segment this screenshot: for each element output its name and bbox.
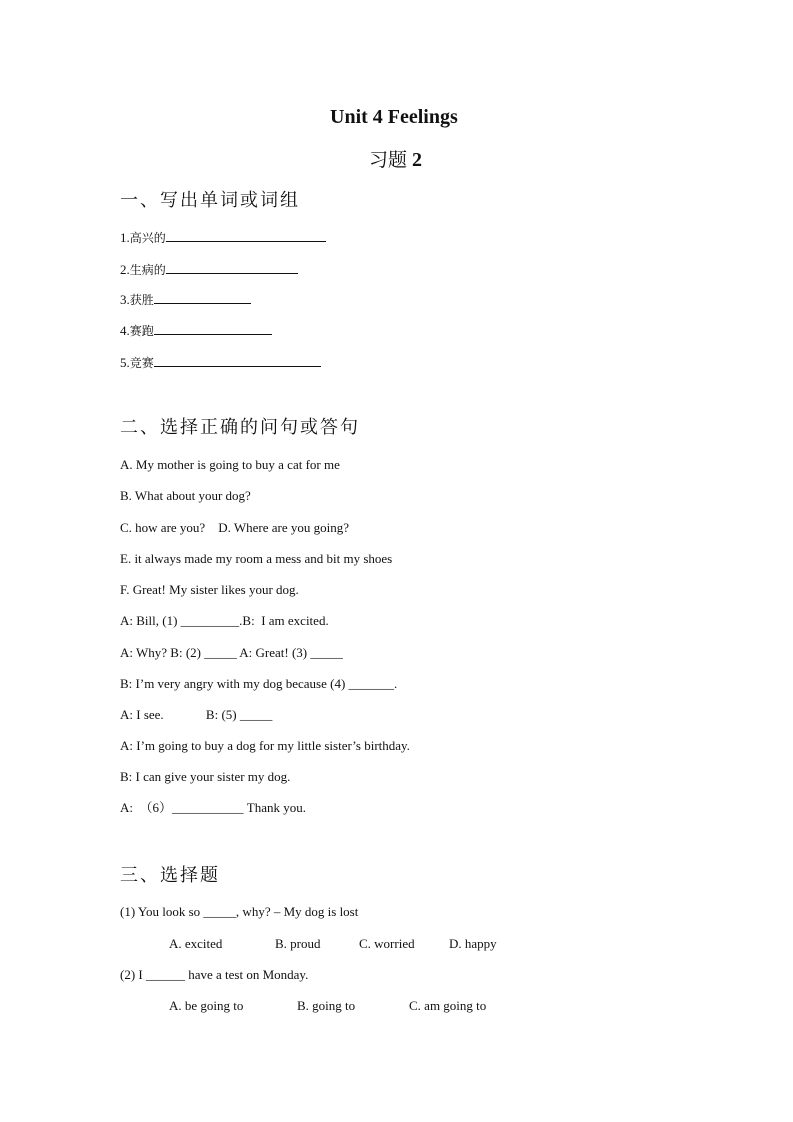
item-number: 3. [120,292,130,307]
subtitle-number: 2 [412,149,423,171]
dialogue-line: A: Why? B: (2) _____ A: Great! (3) _____ [120,645,343,660]
answer-blank[interactable] [166,261,298,274]
option-line: E. it always made my room a mess and bit my shoes [120,551,393,566]
vocab-item-5 [120,354,321,371]
question-2: (2) I ______ have a test on Monday. [120,967,309,982]
q1-option-d[interactable]: D. happy [449,936,497,951]
page-title: Unit 4 Feelings [330,106,458,128]
section1-heading: 一、写出单词或词组 [120,190,300,211]
item-label: 获胜 [129,293,154,307]
vocab-item-2 [120,261,298,278]
option-line: C. how are you? D. Where are you going? [120,520,349,535]
q2-option-b[interactable]: B. going to [297,998,356,1013]
option-line: B. What about your dog? [120,488,251,503]
item-label: 高兴的 [129,231,166,245]
answer-blank[interactable] [154,291,251,304]
dialogue-line: A: Bill, (1) _________.B: I am excited. [120,613,329,628]
section2-heading: 二、选择正确的问句或答句 [120,417,360,438]
item-number: 2. [120,262,130,277]
dialogue-line: B: I can give your sister my dog. [120,769,291,784]
vocab-item-1 [120,229,326,246]
item-label: 竞赛 [129,356,154,370]
q1-option-a[interactable]: A. excited [169,936,223,951]
dialogue-line: B: I’m very angry with my dog because (4) _______. [120,676,398,691]
dialogue-line: A: I’m going to buy a dog for my little sister’s birthday. [120,738,410,753]
q1-option-b[interactable]: B. proud [275,936,321,951]
item-number: 5. [120,355,130,370]
item-label: 生病的 [129,263,166,277]
answer-blank[interactable] [154,322,272,335]
vocab-item-3 [120,291,251,308]
q2-option-c[interactable]: C. am going to [409,998,487,1013]
option-line: A. My mother is going to buy a cat for me [120,457,340,472]
item-label: 赛跑 [129,324,154,338]
dialogue-line: A: I see. B: (5) _____ [120,707,273,722]
subtitle-cn: 习题 [369,149,408,171]
page-subtitle [369,148,422,172]
dialogue-line: A: （6）___________ Thank you. [120,800,306,815]
q1-option-c[interactable]: C. worried [359,936,415,951]
q2-option-a[interactable]: A. be going to [169,998,244,1013]
answer-blank[interactable] [154,354,321,367]
option-line: F. Great! My sister likes your dog. [120,582,299,597]
section3-heading: 三、选择题 [120,865,220,886]
item-number: 1. [120,230,130,245]
answer-blank[interactable] [166,229,326,242]
item-number: 4. [120,323,130,338]
vocab-item-4 [120,322,272,339]
question-1: (1) You look so _____, why? – My dog is lost [120,904,359,919]
